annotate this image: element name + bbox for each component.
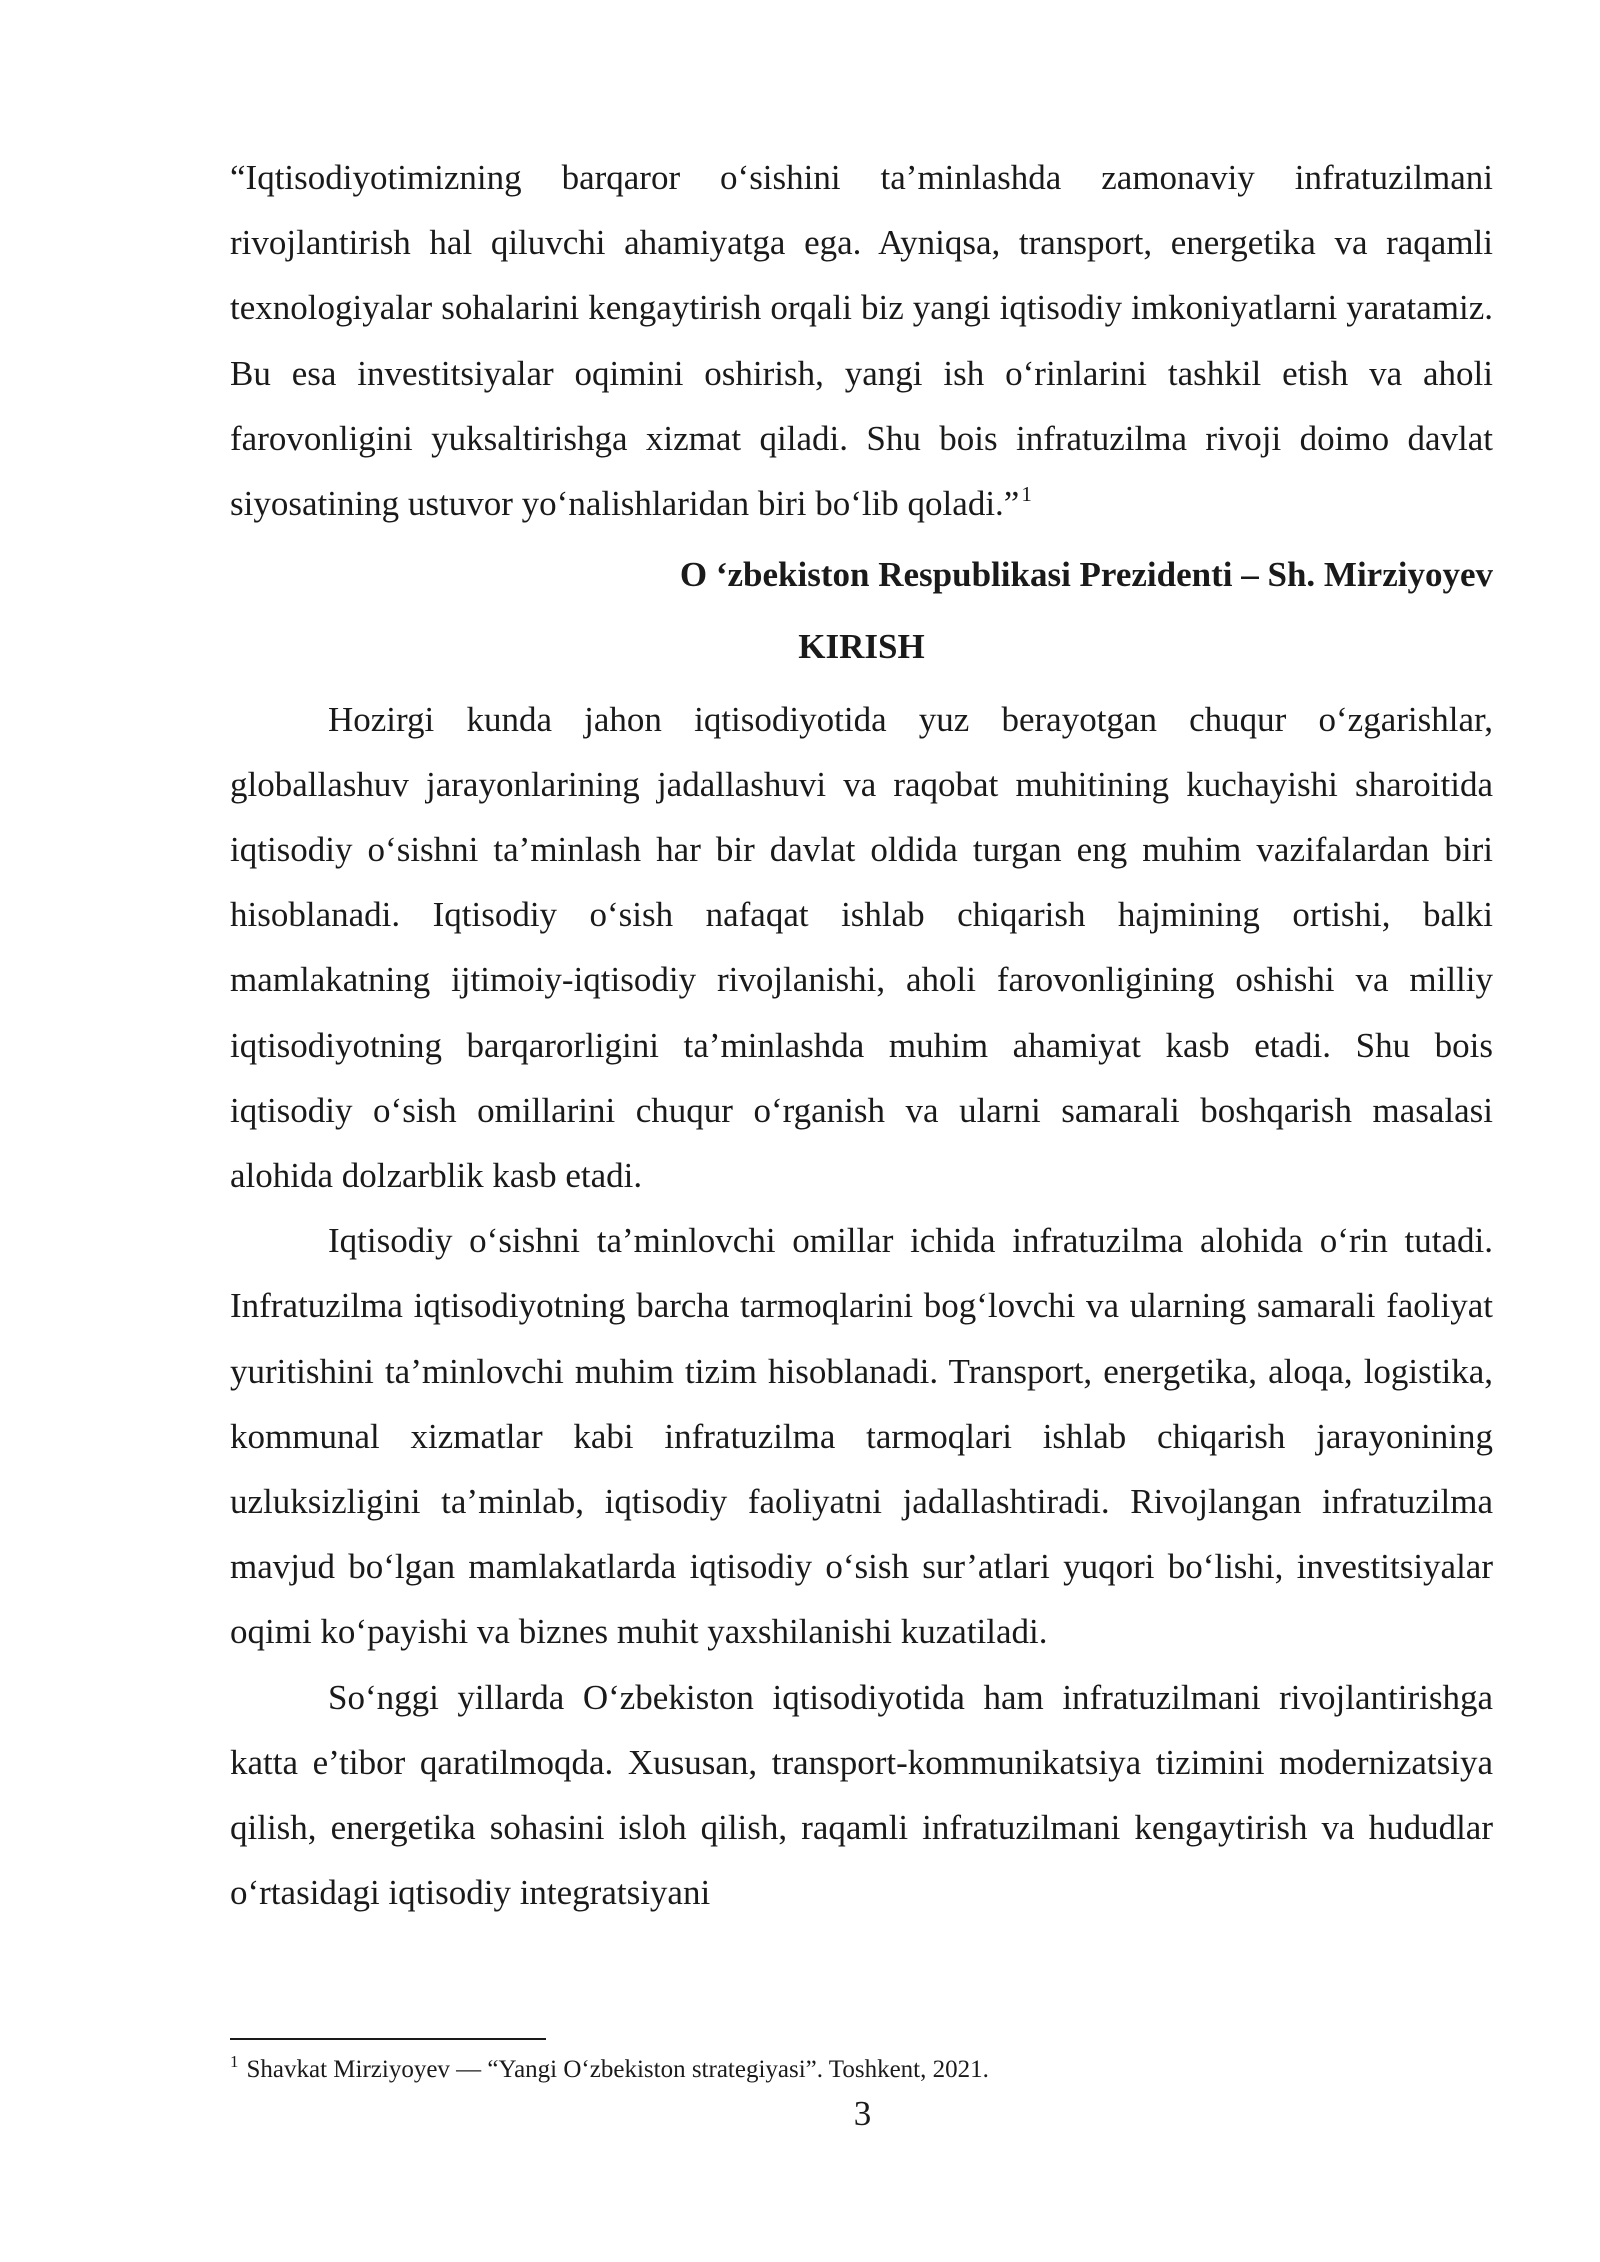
footnote [230, 2052, 1493, 2088]
footnote-text: Shavkat Mirziyoyev — “Yangi O‘zbekiston strategiyasi”. Toshkent, 2021. [246, 2056, 989, 2083]
main-text [230, 145, 1493, 1925]
footnote-reference: 1 [1021, 482, 1032, 507]
body-paragraph-1: Hozirgi kunda jahon iqtisodiyotida yuz berayotgan chuqur o‘zgarishlar, globallashuv jarayonlarining jadallashuvi va raqobat muhitining kuchayishi sharoitida iqtisodiy o‘sishni ta’minlash har bir davlat oldida turgan eng muhim vazifalardan biri hisoblanadi. Iqtisodiy o‘sish nafaqat ishlab chiqarish hajmining ortishi, balki mamlakatning ijtimoiy-iqtisodiy rivojlanishi, aholi farovonligining oshishi va milliy iqtisodiyotning barqarorligini ta’minlashda muhim ahamiyat kasb etadi. Shu bois iqtisodiy o‘sish omillarini chuqur o‘rganish va ularni samarali boshqarish masalasi alohida dolzarblik kasb etadi. [230, 699, 1493, 1196]
footnote-number: 1 [230, 2052, 239, 2071]
page-number: 3 [853, 2094, 872, 2133]
section-heading: KIRISH [798, 627, 925, 667]
epigraph-quote-text: “Iqtisodiyotimizning barqaror o‘sishini ta’minlashda zamonaviy infratuzilmani rivojlantirish hal qiluvchi ahamiyatga ega. Ayniqsa, transport, energetika va raqamli texnologiyalar sohalarini kengaytirish orqali biz yangi iqtisodiy imkoniyatlarni yaratamiz. Bu esa investitsiyalar oqimini oshirish, yangi ish o‘rinlarini tashkil etish va aholi farovonligini yuksaltirishga xizmat qiladi. Shu bois infratuzilma rivoji doimo davlat siyosatining ustuvor yo‘nalishlaridan biri bo‘lib qoladi.” [230, 158, 1493, 524]
footnote-divider [230, 2038, 546, 2040]
body-paragraph-2: Iqtisodiy o‘sishni ta’minlovchi omillar ichida infratuzilma alohida o‘rin tutadi. Infratuzilma iqtisodiyotning barcha tarmoqlarini bog‘lovchi va ularning samarali faoliyat yuritishini ta’minlovchi muhim tizim hisoblanadi. Transport, energetika, aloqa, logistika, kommunal xizmatlar kabi infratuzilma tarmoqlari ishlab chiqarish jarayonining uzluksizligini ta’minlab, iqtisodiy faoliyatni jadallashtiradi. Rivojlangan infratuzilma mavjud bo‘lgan mamlakatlarda iqtisodiy o‘sish sur’atlari yuqori bo‘lishi, investitsiyalar oqimi ko‘payishi va biznes muhit yaxshilanishi kuzatiladi. [230, 1221, 1493, 1652]
epigraph-quote [230, 145, 1493, 536]
epigraph-attribution: O ‘zbekiston Respublikasi Prezidenti – Sh. Mirziyoyev [679, 555, 1493, 595]
body-paragraph-3: So‘nggi yillarda O‘zbekiston iqtisodiyotida ham infratuzilmani rivojlantirishga katta e’tibor qaratilmoqda. Xususan, transport-kommunikatsiya tizimini modernizatsiya qilish, energetika sohasini isloh qilish, raqamli infratuzilmani kengaytirish va hududlar o‘rtasidagi iqtisodiy integratsiyani [230, 1677, 1493, 1913]
